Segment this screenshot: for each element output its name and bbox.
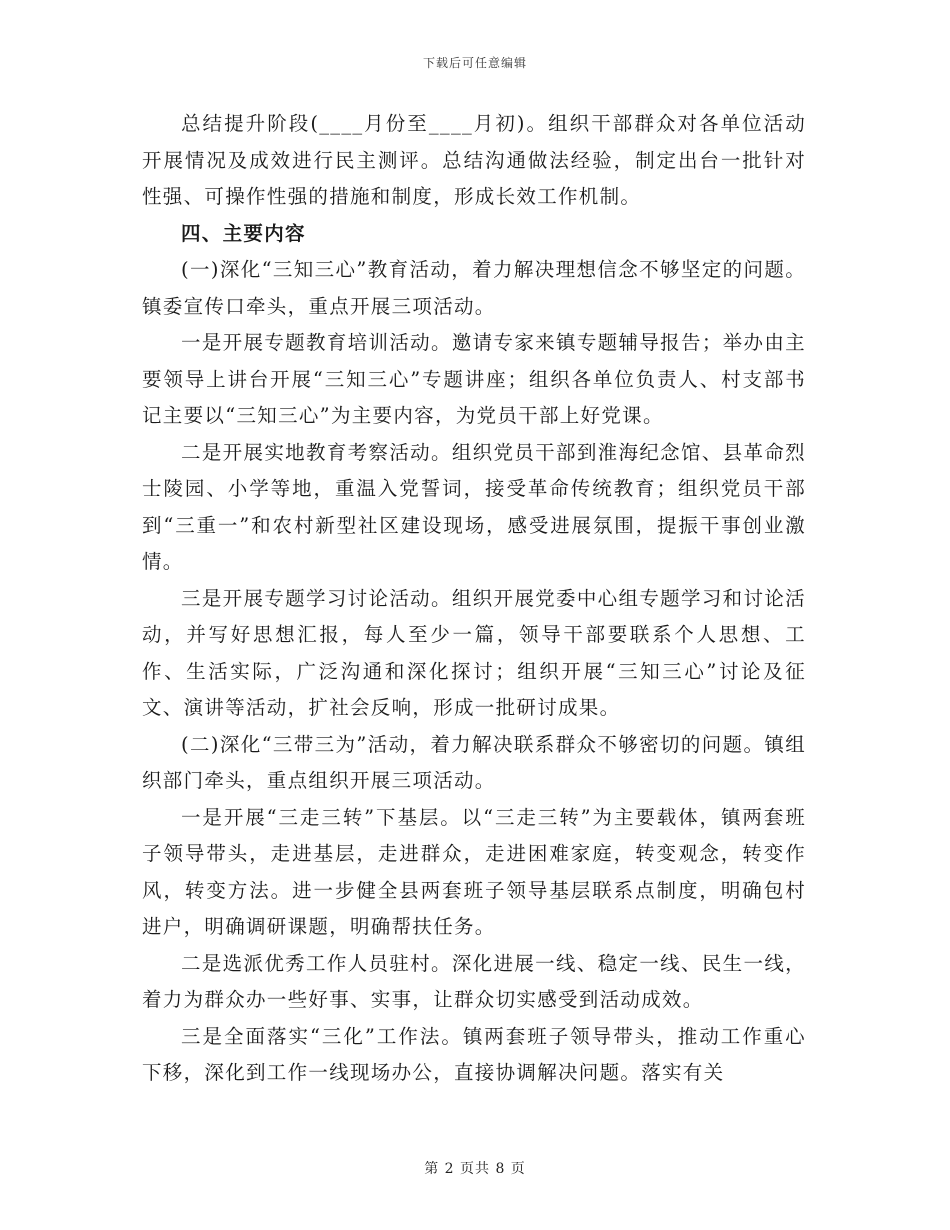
paragraph-training-activity: 一是开展专题教育培训活动。邀请专家来镇专题辅导报告；举办由主要领导上讲台开展“三知三心”专题讲座；组织各单位负责人、村支部书记主要以“三知三心”为主要内容，为党员干部上好党课。: [142, 331, 806, 427]
paragraph-field-visit-activity: 二是开展实地教育考察活动。组织党员干部到淮海纪念馆、县革命烈士陵园、小学等地，重温入党誓词，接受革命传统教育；组织党员干部到“三重一”和农村新型社区建设现场，感受进展氛围，提振干事创业激情。: [142, 440, 806, 573]
page-header: 下载后可任意编辑: [422, 56, 527, 70]
paragraph-three-method: 三是全面落实“三化”工作法。镇两套班子领导带头，推动工作重心下移，深化到工作一线现场办公，直接协调解决问题。落实有关: [142, 1024, 806, 1084]
paragraph-study-discussion-activity: 三是开展专题学习讨论活动。组织开展党委中心组专题学习和讨论活动，并写好思想汇报，每人至少一篇，领导干部要联系个人思想、工作、生活实际，广泛沟通和深化探讨；组织开展“三知三心”讨论及征文、演讲等活动，扩社会反响，形成一批研讨成果。: [142, 586, 806, 719]
section-heading-main-content: 四、主要内容: [181, 221, 306, 245]
paragraph-summary-stage: 总结提升阶段(____月份至____月初)。组织干部群众对各单位活动开展情况及成效进行民主测评。总结沟通做法经验，制定出台一批针对性强、可操作性强的措施和制度，形成长效工作机制。: [142, 112, 806, 208]
paragraph-section-two: (二)深化“三带三为”活动，着力解决联系群众不够密切的问题。镇组织部门牵头，重点组织开展三项活动。: [142, 732, 806, 792]
paragraph-village-staff: 二是选派优秀工作人员驻村。深化进展一线、稳定一线、民生一线，着力为群众办一些好事、实事，让群众切实感受到活动成效。: [142, 951, 806, 1011]
document-body: [142, 106, 806, 1092]
page-number: 第 2 页共 8 页: [424, 1161, 526, 1177]
paragraph-grassroots-visits: 一是开展“三走三转”下基层。以“三走三转”为主要载体，镇两套班子领导带头，走进基层，走进群众，走进困难家庭，转变观念，转变作风，转变方法。进一步健全县两套班子领导基层联系点制度，明确包村进户，明确调研课题，明确帮扶任务。: [142, 805, 806, 938]
paragraph-section-one: (一)深化“三知三心”教育活动，着力解决理想信念不够坚定的问题。镇委宣传口牵头，重点开展三项活动。: [142, 258, 806, 318]
